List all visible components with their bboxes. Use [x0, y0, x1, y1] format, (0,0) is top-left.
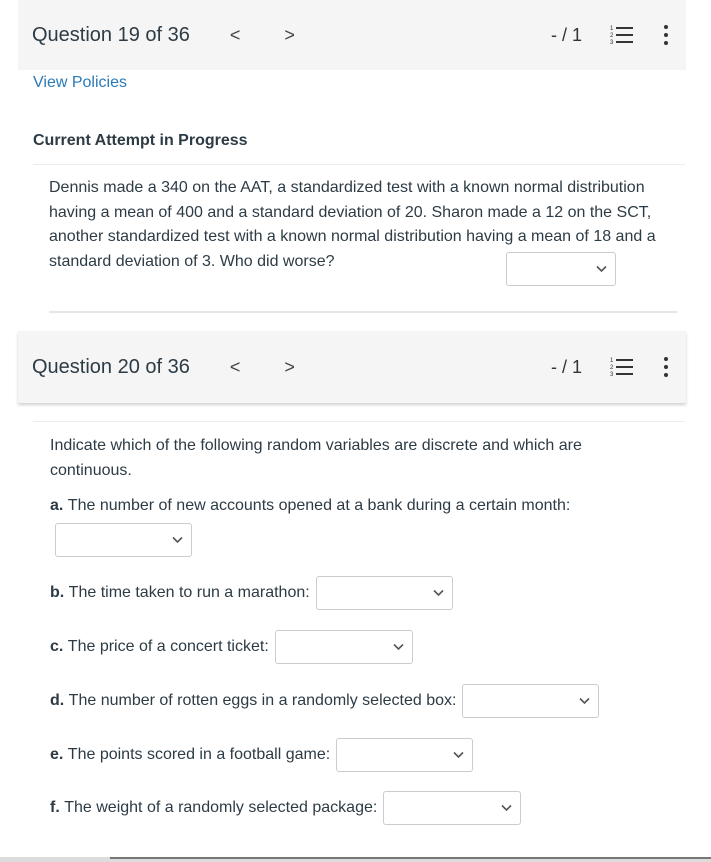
- svg-text:1: 1: [610, 26, 614, 32]
- question-list-icon[interactable]: [610, 356, 634, 378]
- q19-next-button[interactable]: >: [284, 24, 295, 45]
- part-text: The weight of a randomly selected package:: [64, 799, 378, 816]
- part-letter: d.: [50, 692, 65, 709]
- divider: [33, 421, 685, 422]
- q20-score: - / 1: [550, 356, 582, 377]
- question-list-icon[interactable]: [610, 24, 634, 46]
- q19-prev-button[interactable]: <: [229, 24, 241, 45]
- part-text: The number of new accounts opened at a bank during a certain month:: [67, 497, 571, 514]
- q19-title: Question 19 of 36: [32, 23, 190, 46]
- part-letter: a.: [50, 497, 64, 514]
- part-letter: c.: [50, 638, 64, 655]
- part-text: The price of a concert ticket:: [67, 638, 269, 655]
- q20-part-c: [50, 630, 413, 664]
- svg-text:1: 1: [610, 358, 614, 364]
- chevron-down-icon: [453, 751, 464, 759]
- q20-part-e: [50, 738, 473, 772]
- q20-part-d: [50, 684, 599, 718]
- q19-question-text: Dennis made a 340 on the AAT, a standardized test with a known normal distribution having a mean of 400 and a standard deviation of 20. Sharon made a 12 on the SCT, another standardized test with a known normal distribution having a mean of 18 and a standard deviation of 3. Who did worse?: [49, 179, 656, 270]
- q20-part-c-select[interactable]: [275, 630, 413, 664]
- q20-part-b-select[interactable]: [316, 576, 453, 610]
- chevron-down-icon: [393, 643, 404, 651]
- part-text: The number of rotten eggs in a randomly selected box:: [68, 692, 457, 709]
- q19-answer-select[interactable]: [506, 252, 616, 286]
- q20-part-b: [50, 576, 453, 610]
- svg-text:2: 2: [610, 365, 614, 371]
- q20-part-d-select[interactable]: [462, 684, 599, 718]
- q20-next-button[interactable]: >: [284, 356, 295, 377]
- q20-part-e-select[interactable]: [336, 738, 473, 772]
- part-text: The points scored in a football game:: [67, 746, 331, 763]
- q19-header: [18, 0, 686, 70]
- part-text: The time taken to run a marathon:: [68, 584, 310, 601]
- more-options-icon[interactable]: [664, 23, 668, 47]
- chevron-down-icon: [433, 589, 444, 597]
- bottom-divider: [0, 857, 711, 862]
- chevron-down-icon: [501, 804, 512, 812]
- more-options-icon[interactable]: [664, 355, 668, 379]
- chevron-down-icon: [596, 265, 607, 273]
- divider: [49, 311, 677, 313]
- part-letter: e.: [50, 746, 64, 763]
- q20-title: Question 20 of 36: [32, 355, 190, 378]
- divider: [33, 164, 685, 165]
- q20-part-f-select[interactable]: [383, 791, 521, 825]
- q20-prev-button[interactable]: <: [229, 356, 241, 377]
- q20-header: [18, 331, 686, 403]
- part-letter: f.: [50, 799, 60, 816]
- q20-part-a: [50, 497, 570, 515]
- chevron-down-icon: [172, 536, 183, 544]
- q19-score: - / 1: [550, 24, 582, 45]
- q20-question-text: Indicate which of the following random variables are discrete and which are continuous.: [50, 437, 582, 479]
- view-policies-link[interactable]: View Policies: [33, 74, 127, 91]
- attempt-title: Current Attempt in Progress: [33, 132, 248, 149]
- svg-text:3: 3: [610, 372, 614, 378]
- part-letter: b.: [50, 584, 65, 601]
- svg-text:2: 2: [610, 33, 614, 39]
- chevron-down-icon: [579, 697, 590, 705]
- q20-part-a-select[interactable]: [55, 523, 192, 557]
- q20-part-f: [50, 791, 521, 825]
- svg-text:3: 3: [610, 40, 614, 46]
